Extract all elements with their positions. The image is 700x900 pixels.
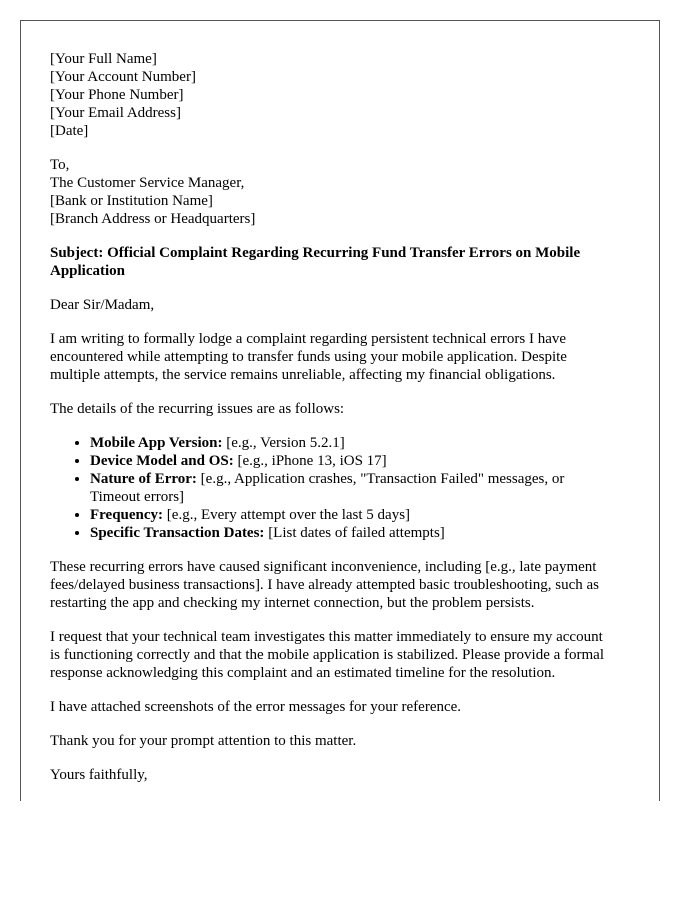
detail-label: Frequency: [90, 507, 164, 523]
letter-page [20, 20, 660, 801]
thanks-paragraph: Thank you for your prompt attention to this matter. [50, 733, 357, 749]
detail-value: [e.g., Every attempt over the last 5 days] [163, 507, 411, 523]
recipient-block [50, 156, 610, 228]
detail-value: [e.g., Application crashes, "Transaction Failed" messages, or Timeout errors] [90, 471, 565, 505]
detail-value: [e.g., Version 5.2.1] [222, 435, 345, 451]
details-list [50, 434, 610, 542]
list-item [90, 452, 610, 470]
detail-label: Nature of Error: [90, 471, 197, 487]
closing: Yours faithfully, [50, 767, 148, 783]
letter-content [50, 50, 610, 800]
recipient-address: [Branch Address or Headquarters] [50, 211, 256, 227]
details-intro: The details of the recurring issues are as follows: [50, 401, 345, 417]
sender-email: [Your Email Address] [50, 105, 181, 121]
subject-line: Subject: Official Complaint Regarding Recurring Fund Transfer Errors on Mobile Application [50, 245, 581, 279]
recipient-title: The Customer Service Manager, [50, 175, 245, 191]
list-item [90, 470, 610, 506]
recipient-to: To, [50, 157, 70, 173]
salutation: Dear Sir/Madam, [50, 297, 155, 313]
list-item [90, 434, 610, 452]
recipient-bank: [Bank or Institution Name] [50, 193, 213, 209]
request-paragraph: I request that your technical team investigates this matter immediately to ensure my account is functioning correctly and that the mobile application is stabilized. Please provide a formal response acknowledging this complaint and an estimated timeline for the resolution. [50, 629, 605, 681]
sender-name: [Your Full Name] [50, 51, 157, 67]
detail-label: Device Model and OS: [90, 453, 234, 469]
attachment-paragraph: I have attached screenshots of the error messages for your reference. [50, 699, 462, 715]
impact-paragraph: These recurring errors have caused significant inconvenience, including [e.g., late payment fees/delayed business transactions]. I have already attempted basic troubleshooting, such as restarting the app and checking my internet connection, but the problem persists. [50, 559, 599, 611]
detail-value: [e.g., iPhone 13, iOS 17] [233, 453, 387, 469]
intro-paragraph: I am writing to formally lodge a complaint regarding persistent technical errors I have encountered while attempting to transfer funds using your mobile application. Despite multiple attempts, the service remains unreliable, affecting my financial obligations. [50, 331, 567, 383]
detail-label: Mobile App Version: [90, 435, 223, 451]
sender-account: [Your Account Number] [50, 69, 196, 85]
detail-label: Specific Transaction Dates: [90, 525, 265, 541]
list-item [90, 524, 610, 542]
sender-phone: [Your Phone Number] [50, 87, 184, 103]
list-item [90, 506, 610, 524]
sender-date: [Date] [50, 123, 89, 139]
detail-value: [List dates of failed attempts] [264, 525, 445, 541]
sender-block [50, 50, 610, 140]
